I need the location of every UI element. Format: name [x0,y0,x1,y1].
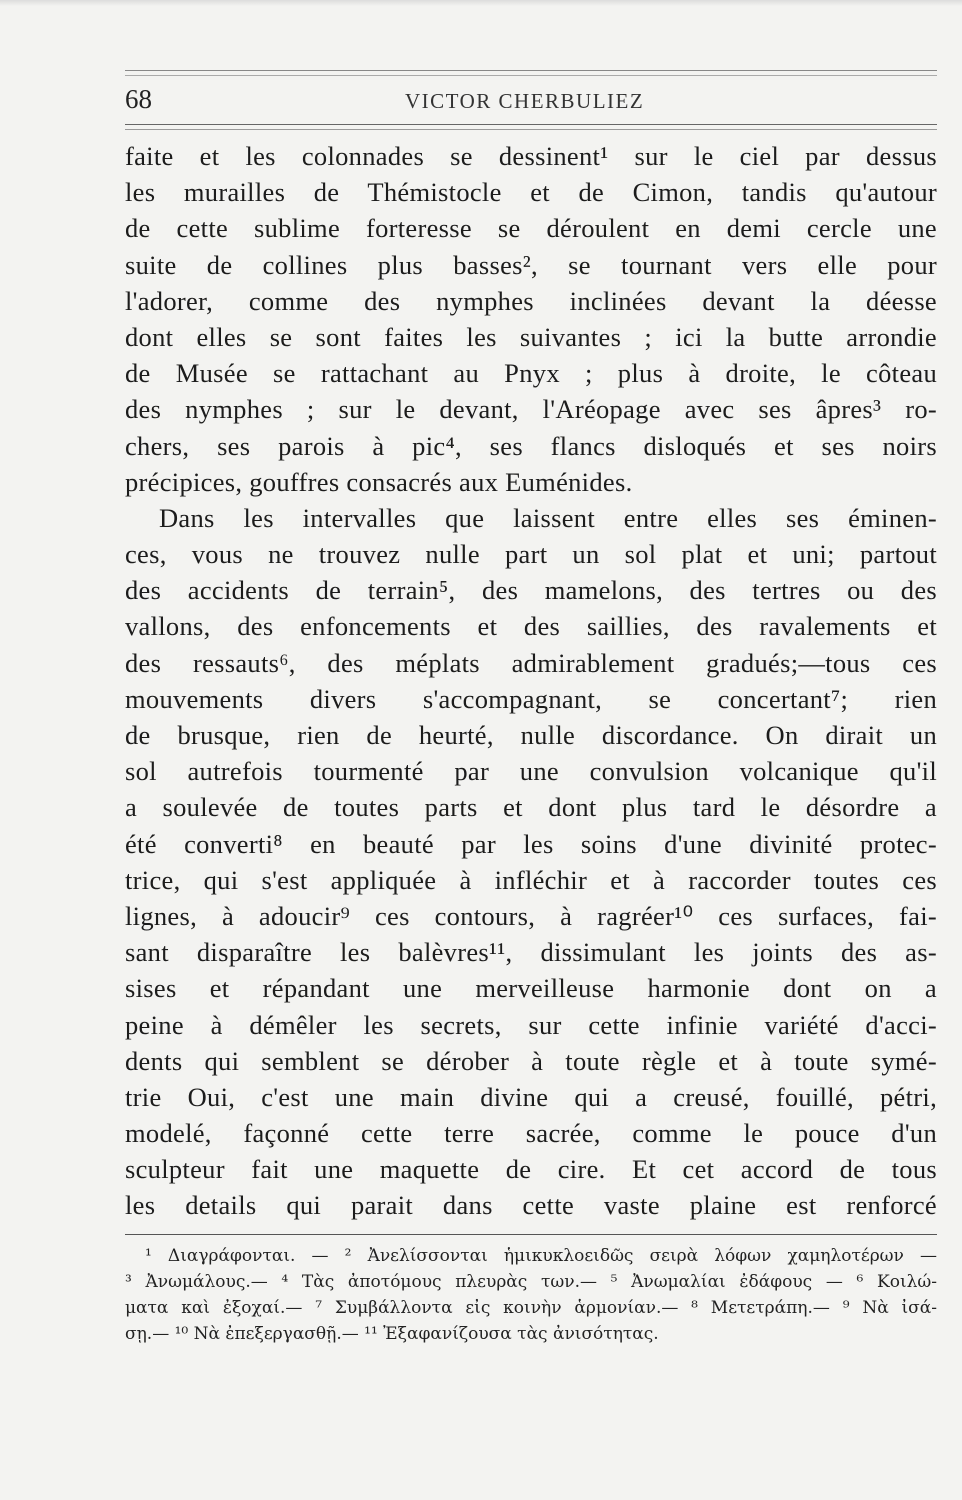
text-line: les details qui parait dans cette vaste plaine est renforcé [125,1190,937,1221]
text-line: des ressauts⁶, des méplats admirablement gradués;—tous ces [125,647,937,678]
text-line: mouvements divers s'accompagnant, se concertant⁷; rien [125,683,937,714]
book-page [125,70,937,1347]
text-line: faite et les colonnades se dessinent¹ sur le ciel par dessus [125,141,937,171]
footnote-line: ¹ Διαγράφονται. — ² Ἀνελίσσονται ἡμικυκλοειδῶς σειρὰ λόφων χαμηλοτέρων — [145,1245,937,1266]
header-rule [125,70,937,71]
text-line: de Musée se rattachant au Pnyx ; plus à droite, le côteau [125,358,937,389]
footnote-line: ³ Ἀνωμάλους.— ⁴ Τὰς ἀποτόμους πλευρὰς των.— ⁵ Ἀνωμαλίαι ἐδάφους — ⁶ Κοιλώ- [125,1271,937,1292]
text-line: dont elles se sont faites les suivantes ; ici la butte arrondie [125,321,937,352]
text-line: des accidents de terrain⁵, des mamelons, des tertres ou des [125,575,937,606]
footnote-line: σῃ.— ¹⁰ Νὰ ἐπεξεργασθῇ.— ¹¹ Ἐξαφανίζουσα τὰς ἀνισότητας. [125,1323,659,1344]
text-line: sant disparaître les balèvres¹¹, dissimulant les joints des as- [125,937,937,968]
header-rule [125,75,937,76]
footnotes [125,1243,937,1347]
text-line: ces, vous ne trouvez nulle part un sol plat et uni; partout [125,539,937,570]
text-line: Dans les intervalles que laissent entre elles ses éminen- [159,502,937,533]
text-line: vallons, des enfoncements et des saillies, des ravalements et [125,611,937,642]
text-line: les murailles de Thémistocle et de Cimon, tandis qu'autour [125,177,937,208]
text-line: sol autrefois tourmenté par une convulsion volcanique qu'il [125,756,937,787]
scan-edge [0,0,962,6]
text-line: dents qui semblent se dérober à toute règle et à toute symé- [125,1045,937,1076]
text-line: été converti⁸ en beauté par les soins d'une divinité protec- [125,828,937,859]
text-line: sculpteur fait une maquette de cire. Et cet accord de tous [125,1154,937,1185]
body-text [125,138,937,1224]
text-line: trie Oui, c'est une main divine qui a creusé, fouillé, pétri, [125,1081,937,1112]
text-line: l'adorer, comme des nymphes inclinées devant la déesse [125,285,937,316]
text-line: peine à démêler les secrets, sur cette infinie variété d'acci- [125,1009,937,1040]
running-title: VICTOR CHERBULIEZ [405,89,645,113]
text-line: modelé, façonné cette terre sacrée, comme le pouce d'un [125,1118,937,1149]
text-line: lignes, à adoucir⁹ ces contours, à ragréer¹⁰ ces surfaces, fai- [125,900,937,931]
header-rule [125,124,937,125]
text-line: trice, qui s'est appliquée à infléchir et à raccorder toutes ces [125,864,937,895]
text-line: précipices, gouffres consacrés aux Euménides. [125,466,633,497]
header-rule [125,129,937,130]
page-number: 68 [125,84,152,114]
running-head [125,84,937,120]
text-line: chers, ses parois à pic⁴, ses flancs disloqués et ses noirs [125,430,937,461]
footnote-rule [125,1234,937,1235]
text-line: de brusque, rien de heurté, nulle discordance. On dirait un [125,720,937,750]
footnote-line: ματα καὶ ἐξοχαί.— ⁷ Συμβάλλοντα εἰς κοινὴν ἁρμονίαν.— ⁸ Μετετράπη.— ⁹ Νὰ ἰσά- [125,1297,937,1318]
text-line: de cette sublime forteresse se déroulent en demi cercle une [125,213,937,244]
text-line: a soulevée de toutes parts et dont plus tard le désordre a [125,792,937,823]
text-line: des nymphes ; sur le devant, l'Aréopage avec ses âpres³ ro- [125,394,937,425]
text-line: sises et répandant une merveilleuse harmonie dont on a [125,973,937,1004]
text-line: suite de collines plus basses², se tournant vers elle pour [125,249,937,280]
